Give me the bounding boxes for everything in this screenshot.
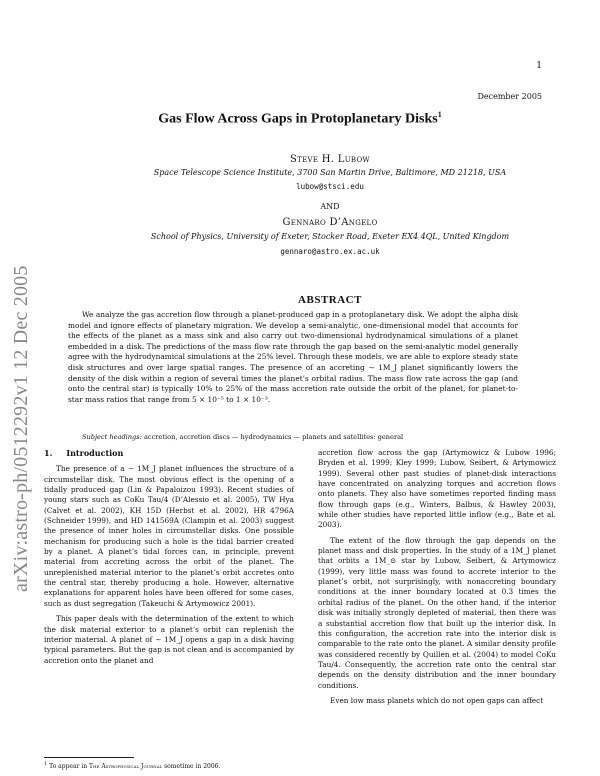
paragraph: The extent of the flow through the gap depends on the planet mass and disk properties. In the study of a 1M_J planet that orbits a 1M_⊙ star by Lubow, Seibert, & Artymowicz (1999), very little mass was found to accrete interior to the planet’s orbit, not surprisingly, with nonaccreting boundary conditions at the inner boundary located at 0.3 times the orbital radius of the planet. On the other hand, if the interior disk was initially strongly depleted of material, then there was a substantial accretion flow that built up the interior disk. In this configuration, the accretion rate into the interior disk is comparable to the rate onto the planet. A similar density profile was considered recently by Quillen et al. (2004) to model CoKu Tau/4. Consequently, the accretion rate onto the central star depends on the density distribution and the inner boundary conditions. (318, 535, 556, 690)
subject-headings (82, 433, 522, 441)
subject-headings-text: accretion, accretion discs — hydrodynamics — planets and satellites: general (143, 433, 404, 441)
section-number: 1. (44, 448, 53, 458)
author-separator: AND (320, 202, 340, 211)
author-1-affiliation: Space Telescope Science Institute, 3700 San Martin Drive, Baltimore, MD 21218, USA (153, 168, 507, 177)
section-title: Introduction (66, 448, 124, 458)
author-2-affiliation: School of Physics, University of Exeter, Stocker Road, Exeter EX4 4QL, United Kingdom (150, 232, 510, 241)
footnote-suffix: sometime in 2006. (164, 763, 221, 770)
footnote-mark: 1 (44, 761, 48, 767)
footnote-journal: The Astrophysical Journal (89, 763, 163, 770)
abstract-text: We analyze the gas accretion flow through a planet-produced gap in a protoplanetary disk. We adopt the alpha disk model and ignore effects of planetary migration. We develop a semi-analytic, one-dimensional model that accounts for the effects of the planet as a mass sink and also carry out two-dimensional hydrodynamical simulations of a planet embedded in a disk. The predictions of the mass flow rate through the gap based on the semi-analytic model generally agree with the hydrodynamical simulations at the 25% level. Through these models, we are able to explore steady state disk structures and over large spatial ranges. The presence of an accreting ∼ 1M_J planet significantly lowers the density of the disk within a region of several times the planet’s orbital radius. The mass flow rate across the gap (and onto the central star) is typically 10% to 25% of the mass accretion rate outside the orbit of the planet, for planet-to-star mass ratios that range from 5 × 10⁻⁵ to 1 × 10⁻³. (68, 310, 518, 404)
footnote (44, 761, 304, 770)
subject-headings-label: Subject headings: (82, 433, 142, 441)
author-1-email[interactable]: lubow@stsci.edu (296, 182, 364, 191)
page-number: 1 (536, 61, 542, 71)
paragraph: This paper deals with the determination of the extent to which the disk material exterior to a planet’s orbit can replenish the interior material. A planet of ∼ 1M_J opens a gap in a disk having typical parameters. But the gap is not clean and is accompanied by accretion onto the planet and (44, 614, 294, 665)
paper-title-text: Gas Flow Across Gaps in Protoplanetary Disks (158, 111, 438, 127)
author-2-name: Gennaro D’Angelo (282, 217, 378, 228)
paragraph: accretion flow across the gap (Artymowicz & Lubow 1996; Bryden et al. 1999; Kley 1999; Lubow, Seibert, & Artymowicz 1999). Several other past studies of planet-disk interactions have concentrated on analyzing torques and accretion flows onto planets. They also have sometimes reported finding mass flow through gaps (e.g., Winters, Balbus, & Hawley 2003), while other studies have reported little inflow (e.g., Bate et al. 2003). (318, 448, 556, 530)
footnote-prefix: To appear in (49, 763, 88, 770)
paragraph: Even low mass planets which do not open gaps can affect (330, 695, 544, 705)
date-line: December 2005 (477, 92, 542, 101)
author-2-email[interactable]: gennaro@astro.ex.ac.uk (280, 247, 380, 256)
right-column (318, 448, 556, 711)
left-column (44, 448, 294, 671)
abstract-heading: ABSTRACT (298, 294, 362, 306)
footnote-divider (44, 757, 134, 758)
section-heading (44, 448, 294, 458)
title-footnote-mark: 1 (437, 110, 442, 119)
author-1-name: Steve H. Lubow (290, 154, 370, 165)
paper-title (0, 110, 600, 128)
arxiv-sidebar-stamp: arXiv:astro-ph/0512292v1 12 Dec 2005 (10, 265, 32, 592)
paragraph: The presence of a ∼ 1M_J planet influences the structure of a circumstellar disk. The most obvious effect is the opening of a tidally produced gap (Lin & Papaloizou 1993). Recent studies of young stars such as CoKu Tau/4 (D’Alessio et al. 2005), TW Hya (Calvet et al. 2002), KH 15D (Herbst et al. 2002), HR 4796A (Schneider 1999), and HD 141569A (Clampin et al. 2003) suggest the presence of inner holes in circumstellar disks. One possible mechanism for producing such a hole is the tidal barrier created by a planet. A planet’s tidal forces can, in principle, prevent material from accreting across the orbit of the planet. The unreplenished material interior to the planet’s orbit accretes onto the central star, thereby producing a hole. However, alternative explanations for apparent holes have been offered for some cases, such as dust segregation (Takeuchi & Artymowicz 2001). (44, 464, 294, 608)
